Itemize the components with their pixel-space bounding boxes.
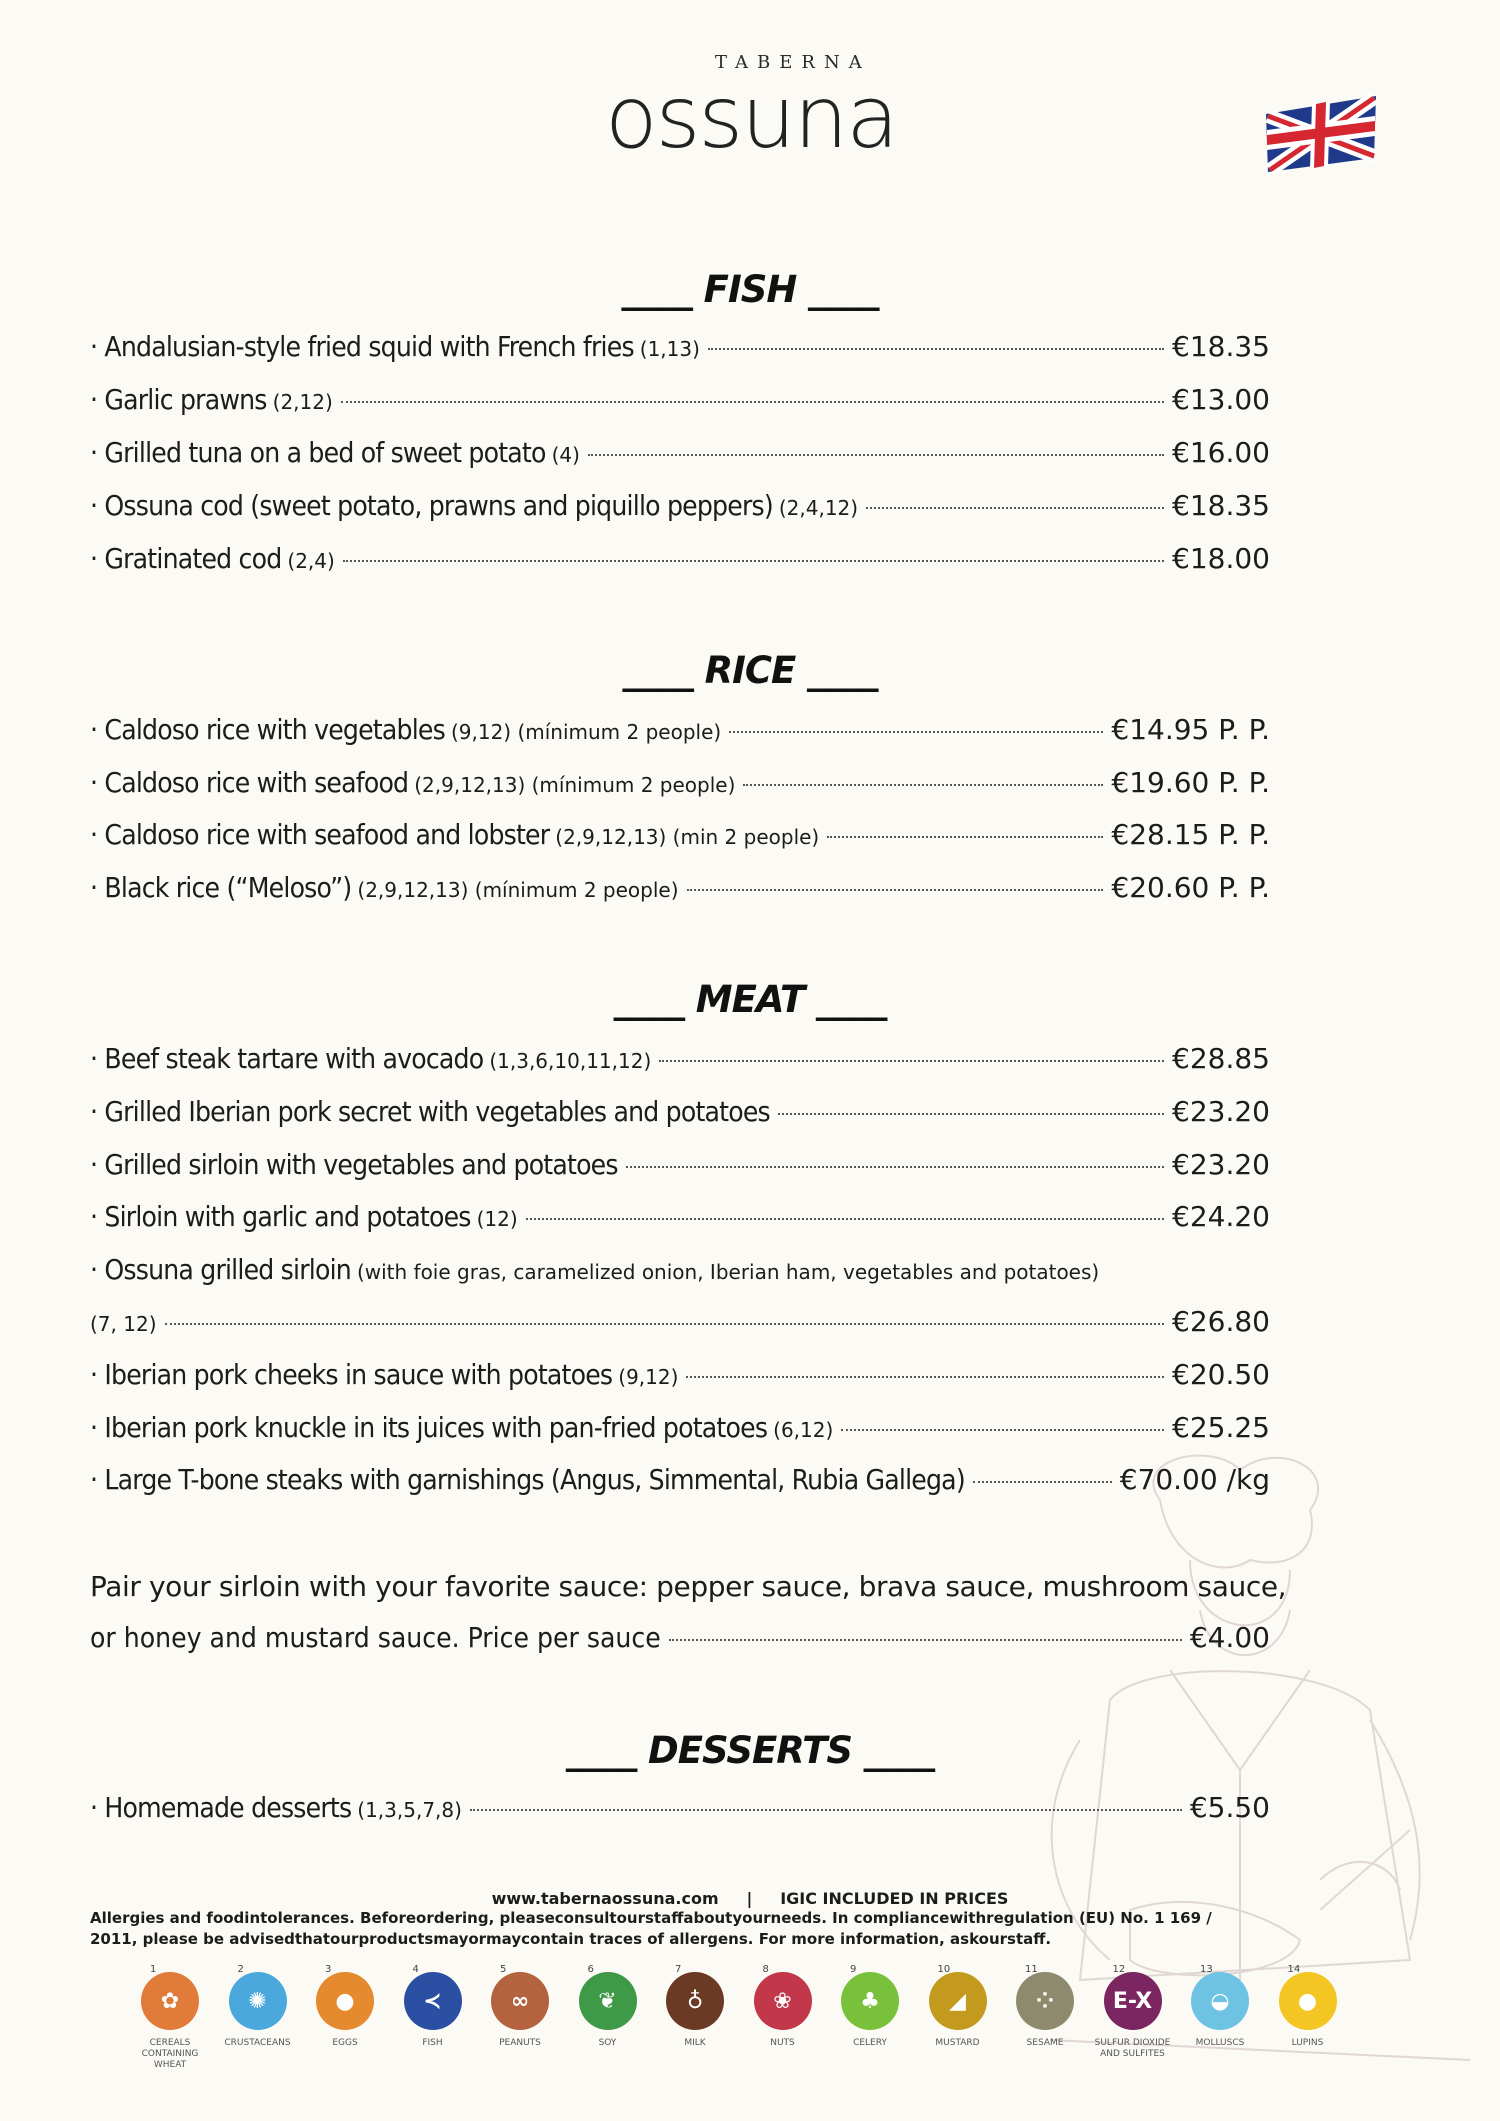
menu-item-row [90,542,1270,582]
menu-item-name: · Ossuna grilled sirloin [90,1253,351,1286]
shell-icon: ◒ [1191,1972,1249,2030]
menu-item-price: €24.20 [1172,1200,1270,1233]
allergen-9 [830,1964,910,2049]
leader-dots [470,1809,1182,1811]
allergen-number: 1 [150,1964,157,1975]
menu-item-price: €20.60 P. P. [1111,871,1270,904]
sesame-icon: ⁘ [1016,1972,1074,2030]
menu-item-row [90,1411,1270,1451]
allergen-number: 9 [850,1964,857,1975]
allergen-number: 13 [1200,1964,1213,1975]
menu-item-name: · Caldoso rice with vegetables [90,713,445,746]
lupins-icon: ● [1279,1972,1337,2030]
menu-item-allergens: (1,3,6,10,11,12) [489,1049,652,1073]
leader-dots [343,560,1164,562]
leader-dots [659,1060,1164,1062]
menu-item-name: · Large T-bone steaks with garnishings (Angus, Simmental, Rubia Gallega) [90,1463,965,1496]
menu-item-name: · Ossuna cod (sweet potato, prawns and piquillo peppers) [90,489,773,522]
menu-item-row [90,766,1270,806]
section-title-fish: ____ FISH ____ [621,268,879,311]
allergen-14 [1268,1964,1348,2049]
allergen-5 [480,1964,560,2049]
celery-icon: ♣ [841,1972,899,2030]
menu-item-row [90,1042,1270,1082]
leader-dots [669,1639,1182,1641]
menu-item-allergens: (2,9,12,13) (mínimum 2 people) [414,773,736,797]
allergen-number: 8 [762,1964,769,1975]
allergen-label: SULFUR DIOXIDE AND SULFITES [1094,2038,1171,2059]
menu-item-price: €14.95 P. P. [1111,713,1270,746]
menu-item-name: · Black rice (“Meloso”) [90,871,352,904]
section-title-rice: ____ RICE ____ [622,649,878,692]
leader-dots [686,1376,1164,1378]
allergen-label: CELERY [853,2038,887,2048]
menu-item-name: · Caldoso rice with seafood [90,766,409,799]
allergen-label: MUSTARD [935,2038,980,2048]
leader-dots [588,454,1164,456]
menu-item-row [90,818,1270,858]
leader-dots [973,1481,1112,1483]
allergen-label: PEANUTS [499,2038,541,2048]
leader-dots [526,1218,1164,1220]
menu-item-allergens: (2,9,12,13) (mínimum 2 people) [357,878,679,902]
allergen-label: FISH [422,2038,443,2048]
website-link[interactable]: www.tabernaossuna.com [491,1889,719,1908]
allergen-12 [1093,1964,1173,2060]
menu-item-row [90,1791,1270,1831]
mustard-icon: ◢ [929,1972,987,2030]
menu-item-allergens: (2,4,12) [778,496,859,520]
allergen-2 [218,1964,298,2049]
allergen-number: 4 [412,1964,419,1975]
menu-item-allergens: (2,9,12,13) (min 2 people) [555,825,820,849]
soy-icon: ❦ [579,1972,637,2030]
menu-item-name: · Caldoso rice with seafood and lobster [90,818,550,851]
leader-dots [708,348,1164,350]
menu-item-allergens: (12) [476,1207,518,1231]
sauce-line-1: Pair your sirloin with your favorite sauce: pepper sauce, brava sauce, mushroom sauce, [90,1570,1287,1603]
menu-item-row-continued [90,1305,1270,1345]
menu-item-row [90,1463,1270,1503]
allergen-10 [918,1964,998,2049]
menu-item-price: €26.80 [1172,1305,1270,1338]
menu-item-price: €19.60 P. P. [1111,766,1270,799]
allergen-7 [655,1964,735,2049]
menu-item-price: €23.20 [1172,1148,1270,1181]
menu-item-allergens: (9,12) (mínimum 2 people) [450,720,722,744]
menu-item-price: €25.25 [1172,1411,1270,1444]
leader-dots [778,1113,1164,1115]
allergen-number: 10 [937,1964,951,1975]
menu-item-row [90,1095,1270,1135]
leader-dots [165,1323,1165,1325]
menu-item-row [90,1253,1270,1293]
menu-item-price: €18.00 [1172,542,1270,575]
menu-item-row [90,1358,1270,1398]
logo-taberna-text: TABERNA [715,52,871,73]
menu-item-name: · Grilled sirloin with vegetables and potatoes [90,1148,618,1181]
logo-ossuna-text: ossuna [605,68,897,168]
allergy-disclaimer: Allergies and foodintolerances. Beforeordering, pleaseconsultourstaffaboutyourneeds. In compliancewithregulation (EU) No. 1 169 / 2011, please be advisedthatourproductsmayormaycontain traces of allergens. For more information, askourstaff. [90,1909,1212,1948]
allergen-label: SOY [598,2038,617,2048]
allergen-number: 14 [1287,1964,1301,1975]
section-title-meat: ____ MEAT ____ [613,978,887,1021]
menu-item-allergens: (2,4) [287,549,335,573]
igic-note: IGIC INCLUDED IN PRICES [780,1889,1009,1908]
menu-item-name: · Grilled tuna on a bed of sweet potato [90,436,546,469]
menu-item-price: €20.50 [1172,1358,1270,1391]
menu-item-row [90,871,1270,911]
menu-item-price: €28.15 P. P. [1111,818,1270,851]
menu-item-name: · Beef steak tartare with avocado [90,1042,484,1075]
menu-item-price: €13.00 [1172,383,1270,416]
peanut-icon: ∞ [491,1972,549,2030]
menu-item-allergens: (1,3,5,7,8) [357,1798,462,1822]
wheat-icon: ✿ [141,1972,199,2030]
menu-item-row [90,489,1270,529]
allergen-legend [130,1964,1390,2082]
menu-item-allergens-codes: (7, 12) [90,1312,157,1336]
leader-dots [841,1429,1164,1431]
leader-dots [866,507,1164,509]
menu-item-price: €70.00 /kg [1119,1463,1270,1496]
allergen-label: MOLLUSCS [1195,2038,1245,2048]
menu-item-row [90,436,1270,476]
leader-dots [687,889,1104,891]
allergen-number: 3 [325,1964,332,1975]
allergen-8 [743,1964,823,2049]
allergen-1 [130,1964,210,2071]
sauce-line-2: or honey and mustard sauce. Price per sauce [90,1621,661,1654]
crab-icon: ✺ [229,1972,287,2030]
allergen-number: 6 [587,1964,594,1975]
leader-dots [341,401,1164,403]
menu-item-name: · Sirloin with garlic and potatoes [90,1200,471,1233]
allergen-label: CRUSTACEANS [224,2038,291,2048]
leader-dots [743,784,1103,786]
menu-item-allergens: (4) [551,443,580,467]
menu-item-row [90,330,1270,370]
menu-item-allergens: (1,13) [639,337,700,361]
menu-item-price: €18.35 [1172,330,1270,363]
menu-item-price: €18.35 [1172,489,1270,522]
leader-dots [827,836,1103,838]
allergen-3 [305,1964,385,2049]
menu-item-price: €16.00 [1172,436,1270,469]
leader-dots [729,731,1103,733]
allergen-label: SESAME [1026,2038,1064,2048]
menu-item-price: €5.50 [1189,1791,1270,1824]
allergen-4 [393,1964,473,2049]
sauce-row [90,1621,1270,1661]
allergen-13 [1180,1964,1260,2049]
menu-item-allergens: (9,12) [618,1365,679,1389]
menu-item-row [90,1200,1270,1240]
fish-icon: ≺ [404,1972,462,2030]
section-title-desserts: ____ DESSERTS ____ [566,1729,934,1772]
menu-item-name: · Iberian pork cheeks in sauce with potatoes [90,1358,613,1391]
allergen-6 [568,1964,648,2049]
menu-item-name: · Garlic prawns [90,383,267,416]
footer-website-line [0,1889,1500,1908]
sulfites-icon: E-X [1104,1972,1162,2030]
footer-separator: | [746,1889,753,1908]
menu-item-row [90,1148,1270,1188]
allergen-number: 5 [500,1964,507,1975]
menu-item-allergens: (6,12) [773,1418,834,1442]
sauce-price: €4.00 [1189,1621,1270,1654]
uk-flag-icon[interactable] [1262,92,1380,176]
allergen-11 [1005,1964,1085,2049]
allergen-number: 7 [675,1964,682,1975]
allergen-label: NUTS [770,2038,795,2048]
allergen-label: CEREALS CONTAINING WHEAT [141,2038,199,2070]
eggs-icon: ● [316,1972,374,2030]
taberna-ossuna-logo [605,38,895,178]
menu-item-name: · Gratinated cod [90,542,282,575]
allergen-number: 12 [1112,1964,1126,1975]
menu-item-row [90,383,1270,423]
menu-item-price: €23.20 [1172,1095,1270,1128]
menu-item-allergens: (with foie gras, caramelized onion, Iberian ham, vegetables and potatoes) [356,1260,1100,1284]
menu-item-name: · Homemade desserts [90,1791,352,1824]
nuts-icon: ❀ [754,1972,812,2030]
menu-item-allergens: (2,12) [272,390,333,414]
milk-icon: ♁ [666,1972,724,2030]
menu-item-name: · Grilled Iberian pork secret with vegetables and potatoes [90,1095,770,1128]
menu-item-row [90,713,1270,753]
leader-dots [626,1166,1164,1168]
allergen-number: 2 [237,1964,244,1975]
allergen-label: LUPINS [1291,2038,1324,2048]
menu-item-price: €28.85 [1172,1042,1270,1075]
menu-item-name: · Andalusian-style fried squid with French fries [90,330,634,363]
allergen-label: MILK [684,2038,706,2048]
menu-item-name: · Iberian pork knuckle in its juices with pan-fried potatoes [90,1411,768,1444]
allergen-number: 11 [1025,1964,1038,1975]
allergen-label: EGGS [332,2038,358,2048]
